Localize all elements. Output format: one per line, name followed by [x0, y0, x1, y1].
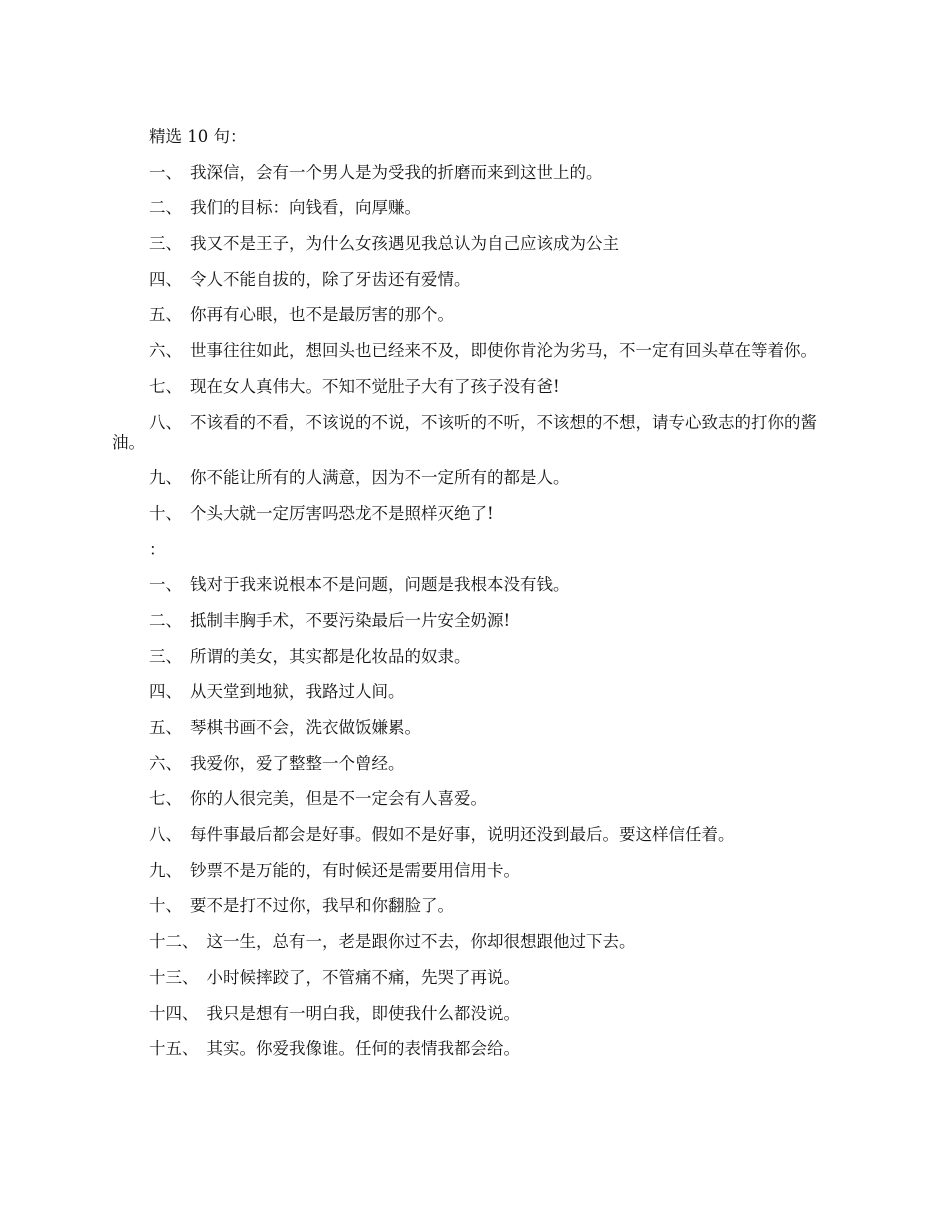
list-item	[112, 896, 830, 916]
list-item-number: 八、	[149, 412, 182, 432]
list-item-number: 三、	[149, 646, 182, 666]
list-item	[112, 754, 830, 774]
list-item-number: 十二、	[149, 932, 199, 952]
list-item-text: 你的人很完美，但是不一定会有人喜爱。	[190, 789, 487, 809]
list-item-text: 所谓的美女，其实都是化妆品的奴隶。	[190, 646, 471, 666]
list-item-text: 我们的目标：向钱看，向厚赚。	[190, 198, 421, 218]
list-item-number: 十、	[149, 503, 182, 523]
section1-title	[112, 127, 830, 147]
section2-list	[112, 575, 830, 1059]
list-item	[112, 377, 830, 397]
list-item-number: 三、	[149, 234, 182, 254]
section2-title-text: ：	[149, 539, 166, 559]
list-item	[112, 968, 830, 988]
list-item-text: 钞票不是万能的，有时候还是需要用信用卡。	[190, 860, 520, 880]
list-item-text: 世事往往如此，想回头也已经来不及，即使你肯沦为劣马，不一定有回头草在等着你。	[190, 341, 817, 361]
list-item-text: 琴棋书画不会，洗衣做饭嫌累。	[190, 718, 421, 737]
list-item-text: 每件事最后都会是好事。假如不是好事，说明还没到最后。要这样信任着。	[190, 825, 735, 845]
list-item	[112, 413, 830, 453]
list-item	[112, 468, 830, 488]
list-item-number: 一、	[149, 575, 182, 595]
section2-title	[112, 540, 830, 560]
list-item	[112, 234, 830, 254]
list-item-text: 钱对于我来说根本不是问题，问题是我根本没有钱。	[190, 575, 570, 595]
list-item	[112, 575, 830, 595]
list-item-number: 一、	[149, 162, 182, 182]
document-body	[112, 127, 830, 1075]
list-item-number: 二、	[149, 610, 182, 630]
list-item-text: 令人不能自拔的，除了牙齿还有爱情。	[190, 269, 471, 289]
list-item-number: 五、	[149, 305, 182, 325]
list-item-number: 九、	[149, 860, 182, 880]
section1-list	[112, 163, 830, 524]
list-item-text: 我又不是王子，为什么女孩遇见我总认为自己应该成为公主	[190, 234, 619, 254]
list-item	[112, 932, 830, 952]
list-item	[112, 270, 830, 290]
list-item-text: 现在女人真伟大。不知不觉肚子大有了孩子没有爸!	[190, 376, 560, 396]
list-item-text: 这一生，总有一，老是跟你过不去，你却很想跟他过下去。	[206, 932, 636, 952]
list-item-text: 其实。你爱我像谁。任何的表情我都会给。	[206, 1039, 520, 1059]
list-item-text: 我只是想有一明白我，即使我什么都没说。	[206, 1003, 520, 1023]
list-item	[112, 611, 830, 631]
list-item-number: 四、	[149, 269, 182, 289]
list-item-number: 五、	[149, 718, 182, 737]
list-item	[112, 1039, 830, 1059]
list-item-number: 九、	[149, 468, 182, 488]
list-item	[112, 825, 830, 845]
list-item-text: 不该看的不看，不该说的不说，不该听的不听，不该想的不想，请专心致志的打你的酱油。	[112, 412, 817, 452]
list-item-text: 小时候摔跤了，不管痛不痛，先哭了再说。	[206, 967, 520, 987]
list-item-number: 七、	[149, 789, 182, 809]
list-item-text: 要不是打不过你，我早和你翻脸了。	[190, 896, 454, 916]
list-item-text: 我爱你，爱了整整一个曾经。	[190, 753, 405, 773]
list-item-text: 你再有心眼，也不是最厉害的那个。	[190, 305, 454, 325]
list-item-text: 我深信，会有一个男人是为受我的折磨而来到这世上的。	[190, 162, 603, 182]
section1-title-text: 精选 10 句：	[149, 127, 247, 146]
list-item-number: 六、	[149, 753, 182, 773]
list-item-number: 十四、	[149, 1003, 199, 1023]
list-item-text: 抵制丰胸手术，不要污染最后一片安全奶源!	[190, 610, 511, 630]
list-item-number: 六、	[149, 341, 182, 361]
list-item	[112, 718, 830, 738]
list-item	[112, 789, 830, 809]
list-item-number: 四、	[149, 682, 182, 702]
list-item-text: 从天堂到地狱，我路过人间。	[190, 682, 405, 702]
list-item-text: 你不能让所有的人满意，因为不一定所有的都是人。	[190, 468, 570, 488]
list-item-text: 个头大就一定厉害吗恐龙不是照样灭绝了!	[190, 503, 494, 523]
list-item	[112, 504, 830, 524]
list-item-number: 八、	[149, 825, 182, 845]
list-item	[112, 198, 830, 218]
list-item-number: 十、	[149, 896, 182, 916]
list-item	[112, 1004, 830, 1024]
list-item	[112, 341, 830, 361]
list-item-number: 十三、	[149, 967, 199, 987]
list-item-number: 十五、	[149, 1039, 199, 1059]
list-item	[112, 163, 830, 183]
list-item	[112, 682, 830, 702]
list-item	[112, 647, 830, 667]
list-item	[112, 305, 830, 325]
list-item-number: 二、	[149, 198, 182, 218]
list-item	[112, 861, 830, 881]
list-item-number: 七、	[149, 376, 182, 396]
